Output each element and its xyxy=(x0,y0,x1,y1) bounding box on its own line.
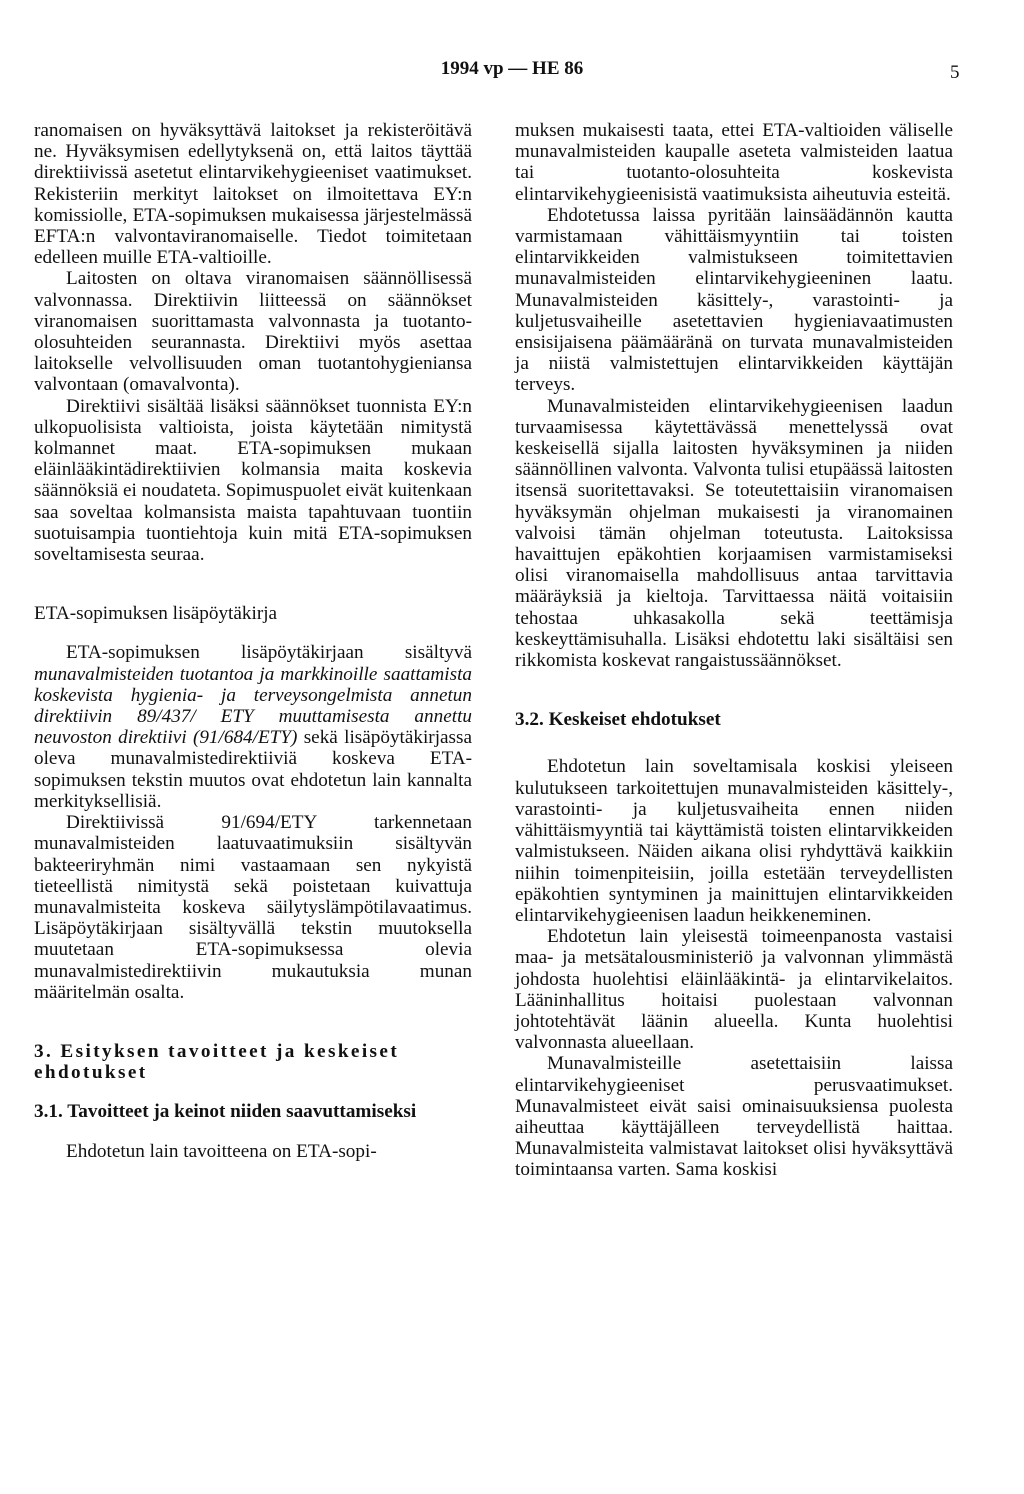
left-column xyxy=(34,120,472,1162)
section-3-1-title: Tavoitteet ja keinot niiden saavuttamiseksi xyxy=(67,1101,417,1123)
section-3-2-title: Keskeiset ehdotukset xyxy=(548,709,721,731)
right-paragraph-4: Ehdotetun lain soveltamisala koskisi yleiseen kulutukseen tarkoitettujen munavalmisteiden käsittely-, varastointi- ja kuljetusvaiheita ennen niiden vähittäismyyntiä tai käyttämistä toisten elintarvikkeiden valmistukseen. Näiden aikana olisi ryhdyttävä kaikkiin niihin toimenpiteisiin, joilla estetään terveydellisten epäkohtien syntyminen ja mainittujen elintarvikkeiden elintarvikehygieenisen laadun heikkeneminen. xyxy=(515,756,953,926)
p4-rest: sekä lisäpöytäkirjassa oleva munavalmistedirektiiviä koskeva ETA-sopimuksen tekstin muutos ovat ehdotetun lain kannalta merkityksellisiä. xyxy=(34,727,472,812)
right-paragraph-2: Ehdotetussa laissa pyritään lainsäädännön kautta varmistamaan vähittäismyyntiin tai toisten elintarvikkeiden valmistukseen toimitettavien munavalmisteiden elintarvikehygieeninen laatu. Munavalmisteiden käsittely-, varastointi- ja kuljetusvaiheille asetettavien hygieniavaatimusten ensisijaisena päämääränä on turvata munavalmisteiden ja niistä valmistettujen elintarvikkeiden käyttäjän terveys. xyxy=(515,204,953,396)
section-3-heading xyxy=(34,1041,472,1083)
right-paragraph-3: Munavalmisteiden elintarvikehygieenisen laadun turvaamisessa käytettävässä menettelyssä ovat keskeisellä sijalla laitosten hyväksyminen ja niiden säännöllinen valvonta. Valvonta tulisi etupäässä laitosten itsensä suoritettavaksi. Se toteutettaisiin viranomaisen hyväksymän ohjelman mukaisesti ja viranomainen valvoisi tämän ohjelman toteutusta. Laitoksissa havaittujen epäkohtien korjaamisen varmistamiseksi olisi viranomaisella mahdollisuus antaa tarvittavia määräyksiä ja kieltoja. Tarvittaessa näitä voitaisiin tehostaa uhkasakolla sekä teettämisja keskeyttämisuhalla. Lisäksi ehdotettu laki sisältäisi sen rikkomista koskevat rangaistussäännökset. xyxy=(515,395,953,672)
right-column xyxy=(515,120,953,1181)
document-id: 1994 vp — HE 86 xyxy=(440,58,584,79)
section-3-number: 3. xyxy=(34,1040,54,1062)
page-number: 5 xyxy=(950,62,960,83)
section-3-2-heading xyxy=(515,709,953,730)
right-paragraph-6: Munavalmisteille asetettaisiin laissa elintarvikehygieeniset perusvaatimukset. Munavalmisteet eivät saisi ominaisuuksiensa puolesta aiheuttaa käyttäjälleen terveydellistä haittaa. Munavalmisteita valmistavat laitokset olisi hyväksyttävä toimintaansa varten. Sama koskisi xyxy=(515,1053,953,1181)
left-paragraph-1: ranomaisen on hyväksyttävä laitokset ja rekisteröitävä ne. Hyväksymisen edellytyksenä on, että laitos täyttää direktiivissä asetetut elintarvikehygieeniset vaatimukset. Rekisteriin merkityt laitokset on ilmoitettava EY:n komissiolle, ETA-sopimuksen mukaisessa järjestelmässä EFTA:n valvontaviranomaiselle. Tiedot toimitetaan edelleen muille ETA-valtioille. xyxy=(34,120,472,269)
left-paragraph-6: Ehdotetun lain tavoitteena on ETA-sopi- xyxy=(66,1140,377,1162)
heading-lisapoytakirja: ETA-sopimuksen lisäpöytäkirja xyxy=(34,603,278,625)
section-3-2-number: 3.2. xyxy=(515,709,544,731)
section-3-1-heading xyxy=(34,1101,472,1122)
left-paragraph-3: Direktiivi sisältää lisäksi säännökset tuonnista EY:n ulkopuolisista valtioista, joista käytetään nimitystä kolmannet maat. ETA-sopimuksen mukaan eläinlääkintädirektiivien kolmansia maita koskevia säännöksiä ei noudateta. Sopimuspuolet eivät kuitenkaan saa soveltaa kolmansista maista tapahtuvaan tuontiin suotuisampia tuontiehtoja kuin mitä ETA-sopimuksen soveltamisesta seuraa. xyxy=(34,395,473,566)
left-paragraph-5: Direktiivissä 91/694/ETY tarkennetaan munavalmisteiden laatuvaatimuksiin sisältyvän bakteeriryhmän nimi vastaamaan sen nykyistä tieteellistä nimitystä sekä poistetaan kuivattuja munavalmisteita koskeva säilytyslämpötilavaatimus. Lisäpöytäkirjaan sisältyvällä tekstin muutoksella muutetaan ETA-sopimuksessa olevia munavalmistedirektiivin mukautuksia munan määritelmän osalta. xyxy=(34,812,472,1003)
left-paragraph-2: Laitosten on oltava viranomaisen säännöllisessä valvonnassa. Direktiivin liitteessä on säännökset viranomaisen suorittamasta valvonnasta ja tuotanto-olosuhteiden seurannasta. Direktiivi myös asettaa laitokselle velvollisuuden oman tuotantohygieniansa valvontaan (omavalvonta). xyxy=(34,268,472,396)
section-3-title: Esityksen tavoitteet ja keskeiset ehdotukset xyxy=(34,1040,400,1084)
right-paragraph-5: Ehdotetun lain yleisestä toimeenpanosta vastaisi maa- ja metsätalousministeriö ja valvonnan ylimmästä johdosta huolehtisi eläinlääkintä- ja elintarvikelaitos. Lääninhallitus hoitaisi puolestaan valvonnan johtotehtävät läänin alueella. Kunta huolehtisi valvonnasta alueellaan. xyxy=(515,926,953,1054)
left-paragraph-4 xyxy=(34,642,472,812)
right-paragraph-1: muksen mukaisesti taata, ettei ETA-valtioiden väliselle munavalmisteiden kaupalle aseteta valmisteiden laatua tai tuotanto-olosuhteita koskevista elintarvikehygieenisistä vaatimuksista aiheutuvia esteitä. xyxy=(515,120,953,205)
p4-directive-title: munavalmisteiden tuotantoa ja markkinoille saattamista koskevista hygienia- ja terveysongelmista annetun direktiivin 89/437/ ETY muuttamisesta annettu neuvoston direktiivi (91/684/ETY) xyxy=(34,663,472,749)
section-3-1-number: 3.1. xyxy=(34,1101,63,1123)
page-header xyxy=(0,38,1024,83)
p4-intro: ETA-sopimuksen lisäpöytäkirjaan sisältyvä xyxy=(66,642,472,664)
